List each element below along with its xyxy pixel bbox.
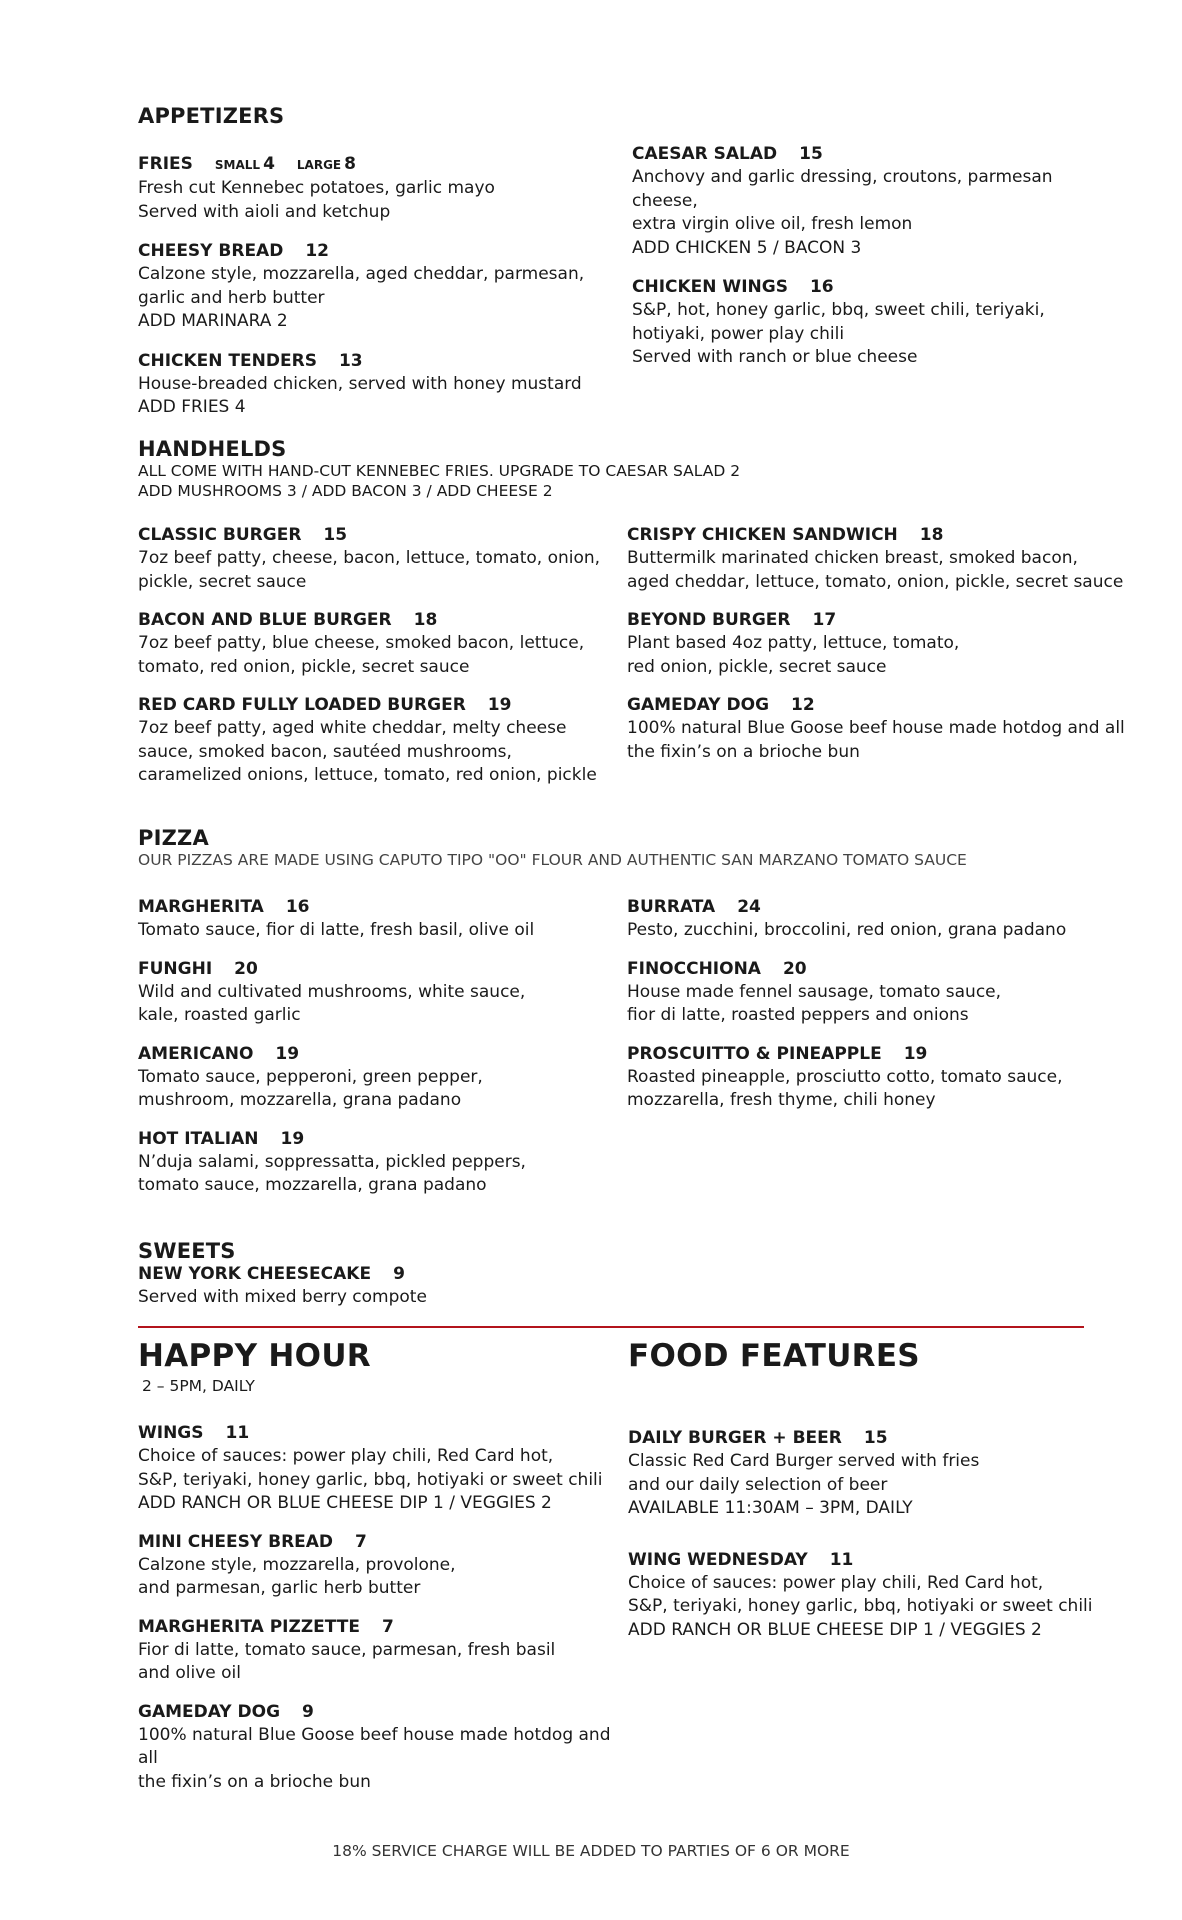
- item-description: 7oz beef patty, cheese, bacon, lettuce, tomato, onion,: [138, 548, 601, 568]
- item-description: 100% natural Blue Goose beef house made hotdog and all: [138, 1724, 611, 1768]
- appetizers-right-column: [632, 143, 1102, 386]
- section-title-pizza: PIZZA: [138, 826, 209, 850]
- appetizers-section: [138, 104, 284, 128]
- size-small-label: SMALL: [214, 158, 261, 172]
- section-title-happy-hour: HAPPY HOUR: [138, 1338, 371, 1374]
- item-name: CHICKEN WINGS: [632, 277, 788, 297]
- happy-hour-section: [138, 1338, 618, 1396]
- item-description: hotiyaki, power play chili: [632, 323, 845, 344]
- pizza-right-list: [627, 896, 1127, 1113]
- handhelds-right-list: [627, 524, 1127, 764]
- item-description: N’duja salami, soppressatta, pickled peppers,: [138, 1151, 526, 1172]
- handhelds-note: ALL COME WITH HAND-CUT KENNEBEC FRIES. UPGRADE TO CAESAR SALAD 2: [138, 462, 741, 480]
- menu-item: [138, 1043, 618, 1113]
- item-name: CRISPY CHICKEN SANDWICH: [627, 525, 898, 545]
- menu-item: [138, 1128, 618, 1198]
- item-description: Roasted pineapple, prosciutto cotto, tomato sauce,: [627, 1066, 1063, 1087]
- item-description: pickle, secret sauce: [138, 571, 307, 592]
- menu-item: [138, 958, 618, 1028]
- item-description: tomato, red onion, pickle, secret sauce: [138, 656, 470, 677]
- item-description: Served with mixed berry compote: [138, 1287, 427, 1307]
- service-charge-note: 18% SERVICE CHARGE WILL BE ADDED TO PARTIES OF 6 OR MORE: [332, 1842, 850, 1860]
- menu-item: [138, 694, 618, 788]
- item-description: Fresh cut Kennebec potatoes, garlic mayo: [138, 178, 495, 198]
- food-features-section: [628, 1338, 1108, 1374]
- item-price: 9: [302, 1701, 314, 1722]
- menu-item: [138, 896, 618, 943]
- food-features-column: [628, 1427, 1148, 1670]
- pizza-right-column: [627, 896, 1127, 1128]
- menu-item: [627, 609, 1127, 679]
- item-description: Served with ranch or blue cheese: [632, 347, 918, 367]
- section-title-appetizers: APPETIZERS: [138, 104, 285, 128]
- item-description: Tomato sauce, pepperoni, green pepper,: [138, 1066, 483, 1087]
- section-divider: [138, 1326, 1084, 1328]
- pizza-left-list: [138, 896, 618, 1198]
- menu-item: [138, 1616, 618, 1686]
- menu-item: [627, 958, 1127, 1028]
- menu-item: [138, 524, 618, 594]
- item-name: FINOCCHIONA: [627, 958, 761, 979]
- item-name: GAMEDAY DOG: [138, 1701, 281, 1722]
- menu-item: [627, 694, 1127, 764]
- pizza-left-column: [138, 896, 618, 1213]
- item-description: Anchovy and garlic dressing, croutons, parmesan cheese,: [632, 167, 1053, 211]
- item-name: AMERICANO: [138, 1043, 254, 1064]
- item-description: garlic and herb butter: [138, 287, 325, 308]
- item-description: red onion, pickle, secret sauce: [627, 656, 887, 677]
- size-small-price: 4: [263, 154, 275, 174]
- item-description: the fixin’s on a brioche bun: [138, 1771, 371, 1792]
- item-price: 20: [782, 958, 807, 979]
- item-description: Buttermilk marinated chicken breast, smoked bacon,: [627, 548, 1078, 568]
- pizza-section: [138, 826, 1098, 870]
- item-description: S&P, teriyaki, honey garlic, bbq, hotiyaki or sweet chili: [138, 1469, 603, 1490]
- menu-item: [138, 1531, 618, 1601]
- item-description: Tomato sauce, fior di latte, fresh basil, olive oil: [138, 920, 535, 940]
- item-description: Served with aioli and ketchup: [138, 201, 391, 222]
- pizza-note: OUR PIZZAS ARE MADE USING CAPUTO TIPO "OO" FLOUR AND AUTHENTIC SAN MARZANO TOMATO SAUCE: [138, 851, 967, 869]
- item-description: 100% natural Blue Goose beef house made hotdog and all: [627, 718, 1125, 738]
- item-price: 12: [305, 241, 330, 261]
- section-title-food-features: FOOD FEATURES: [628, 1338, 920, 1374]
- item-name: CHEESY BREAD: [138, 241, 284, 261]
- item-name: MARGHERITA PIZZETTE: [138, 1616, 360, 1637]
- item-price: 11: [829, 1549, 854, 1570]
- item-description: 7oz beef patty, blue cheese, smoked bacon, lettuce,: [138, 633, 585, 653]
- item-name: MINI CHEESY BREAD: [138, 1531, 334, 1552]
- item-description: ADD FRIES 4: [138, 397, 246, 417]
- happy-hour-times: 2 – 5PM, DAILY: [142, 1377, 255, 1395]
- item-name: BURRATA: [627, 897, 716, 917]
- item-price: 19: [280, 1128, 305, 1149]
- item-description: mozzarella, fresh thyme, chili honey: [627, 1090, 936, 1110]
- item-price: 24: [737, 897, 761, 917]
- food-features-list: [628, 1427, 1148, 1642]
- item-price: 12: [791, 695, 815, 715]
- item-description: fior di latte, roasted peppers and onions: [627, 1005, 969, 1025]
- item-description: ADD RANCH OR BLUE CHEESE DIP 1 / VEGGIES 2: [628, 1619, 1042, 1640]
- happy-hour-column: [138, 1422, 618, 1809]
- item-description: kale, roasted garlic: [138, 1005, 301, 1025]
- section-title-handhelds: HANDHELDS: [138, 437, 287, 461]
- item-price: 7: [355, 1531, 367, 1552]
- item-price: 15: [323, 525, 348, 545]
- item-name: NEW YORK CHEESECAKE: [138, 1264, 372, 1284]
- item-price: 16: [809, 277, 834, 297]
- item-name: BACON AND BLUE BURGER: [138, 610, 392, 630]
- menu-item: [138, 1422, 618, 1516]
- handhelds-left-column: [138, 524, 618, 803]
- item-description: and olive oil: [138, 1663, 242, 1683]
- item-price: 9: [393, 1264, 405, 1284]
- item-description: aged cheddar, lettuce, tomato, onion, pickle, secret sauce: [627, 571, 1124, 592]
- sweets-list: [138, 1263, 618, 1310]
- handhelds-addons: ADD MUSHROOMS 3 / ADD BACON 3 / ADD CHEESE 2: [138, 482, 553, 500]
- item-description: the fixin’s on a brioche bun: [627, 741, 860, 762]
- item-name: PROSCUITTO & PINEAPPLE: [627, 1043, 882, 1064]
- appetizers-left-list: [138, 240, 618, 420]
- size-large-price: 8: [344, 154, 356, 174]
- handhelds-left-list: [138, 524, 618, 788]
- item-name: CLASSIC BURGER: [138, 525, 302, 545]
- item-price: 15: [863, 1428, 888, 1448]
- menu-item: [138, 350, 618, 420]
- item-description: sauce, smoked bacon, sautéed mushrooms,: [138, 741, 512, 762]
- item-price: 15: [799, 144, 823, 164]
- item-name: CAESAR SALAD: [632, 144, 778, 164]
- item-price: 13: [338, 350, 363, 371]
- item-price: 16: [285, 897, 310, 917]
- item-price: 11: [225, 1423, 250, 1443]
- item-price: 20: [234, 958, 258, 979]
- item-description: Fior di latte, tomato sauce, parmesan, fresh basil: [138, 1639, 556, 1660]
- menu-item-fries: [138, 153, 618, 224]
- menu-item: [138, 609, 618, 679]
- item-description: caramelized onions, lettuce, tomato, red onion, pickle: [138, 765, 597, 785]
- handhelds-right-column: [627, 524, 1127, 779]
- menu-item: [138, 1263, 618, 1310]
- item-price: 19: [487, 695, 512, 715]
- item-name: DAILY BURGER + BEER: [628, 1428, 842, 1448]
- happy-hour-list: [138, 1422, 618, 1794]
- item-description: Plant based 4oz patty, lettuce, tomato,: [627, 633, 960, 653]
- item-description: Choice of sauces: power play chili, Red Card hot,: [628, 1572, 1044, 1593]
- appetizers-right-list: [632, 143, 1102, 370]
- item-price: 17: [812, 610, 837, 630]
- item-name: MARGHERITA: [138, 897, 264, 917]
- item-name: WING WEDNESDAY: [628, 1549, 808, 1570]
- item-description: and parmesan, garlic herb butter: [138, 1578, 421, 1598]
- item-description: Classic Red Card Burger served with fries: [628, 1451, 980, 1471]
- item-name: RED CARD FULLY LOADED BURGER: [138, 695, 466, 715]
- menu-item: [627, 896, 1127, 943]
- item-description: ADD MARINARA 2: [138, 311, 288, 331]
- item-description: S&P, hot, honey garlic, bbq, sweet chili, teriyaki,: [632, 300, 1045, 320]
- item-price: 7: [381, 1616, 394, 1637]
- menu-item: [138, 1701, 618, 1795]
- item-description: House-breaded chicken, served with honey mustard: [138, 373, 582, 394]
- section-title-sweets: SWEETS: [138, 1239, 236, 1263]
- item-description: Calzone style, mozzarella, aged cheddar, parmesan,: [138, 264, 585, 284]
- size-large-label: LARGE: [296, 158, 342, 172]
- sweets-section: [138, 1239, 618, 1326]
- item-description: Wild and cultivated mushrooms, white sauce,: [138, 981, 526, 1002]
- menu-item: [632, 143, 1102, 260]
- item-description: AVAILABLE 11:30AM – 3PM, DAILY: [628, 1498, 913, 1518]
- item-name: WINGS: [138, 1423, 204, 1443]
- appetizers-left-column: [138, 153, 618, 436]
- item-price: 19: [903, 1043, 928, 1064]
- item-name: BEYOND BURGER: [627, 610, 791, 630]
- item-name: FRIES: [138, 154, 193, 174]
- menu-item: [138, 240, 618, 334]
- item-name: HOT ITALIAN: [138, 1128, 259, 1149]
- item-description: Choice of sauces: power play chili, Red Card hot,: [138, 1446, 554, 1466]
- item-description: tomato sauce, mozzarella, grana padano: [138, 1175, 487, 1195]
- handhelds-section: [138, 437, 1058, 501]
- item-name: CHICKEN TENDERS: [138, 350, 317, 371]
- item-description: 7oz beef patty, aged white cheddar, melty cheese: [138, 718, 567, 738]
- item-description: Calzone style, mozzarella, provolone,: [138, 1554, 456, 1575]
- item-description: S&P, teriyaki, honey garlic, bbq, hotiyaki or sweet chili: [628, 1596, 1093, 1616]
- menu-item: [627, 524, 1127, 594]
- item-description: House made fennel sausage, tomato sauce,: [627, 981, 1002, 1002]
- item-description: Pesto, zucchini, broccolini, red onion, grana padano: [627, 920, 1067, 940]
- menu-item: [628, 1549, 1148, 1643]
- item-description: ADD CHICKEN 5 / BACON 3: [632, 237, 862, 258]
- item-price: 18: [919, 525, 944, 545]
- item-description: extra virgin olive oil, fresh lemon: [632, 214, 913, 234]
- item-name: FUNGHI: [138, 958, 213, 979]
- menu-item: [627, 1043, 1127, 1113]
- item-description: ADD RANCH OR BLUE CHEESE DIP 1 / VEGGIES 2: [138, 1493, 552, 1513]
- menu-item: [628, 1427, 1148, 1521]
- item-price: 18: [413, 610, 438, 630]
- item-name: GAMEDAY DOG: [627, 695, 770, 715]
- menu-item: [632, 276, 1102, 370]
- item-price: 19: [275, 1043, 300, 1064]
- item-description: mushroom, mozzarella, grana padano: [138, 1090, 462, 1110]
- item-description: and our daily selection of beer: [628, 1474, 888, 1495]
